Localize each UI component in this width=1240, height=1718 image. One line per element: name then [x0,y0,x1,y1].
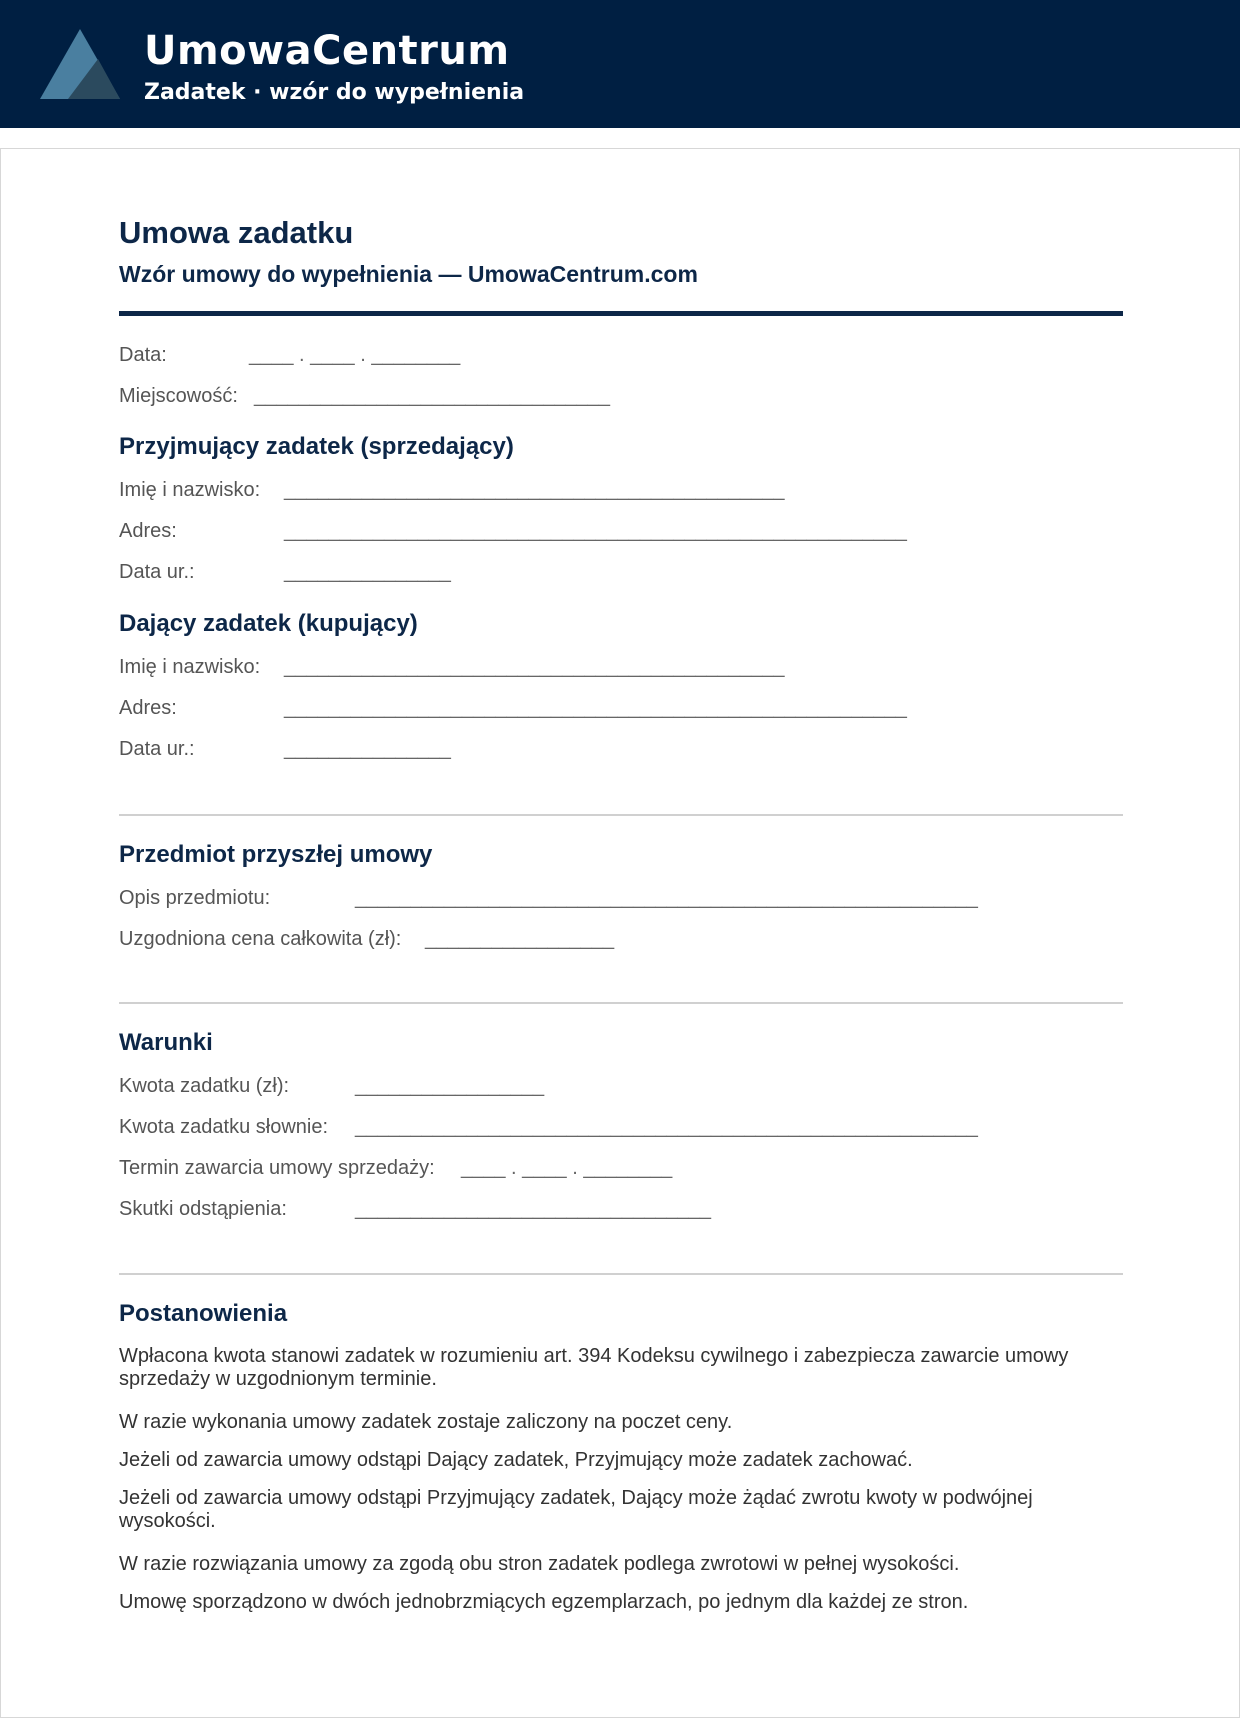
receiver-address-field[interactable]: ________________________________________________________ [284,520,907,542]
deposit-amount-field[interactable]: _________________ [355,1075,545,1097]
price-field[interactable]: _________________ [425,928,615,950]
section-divider [119,814,1123,816]
provisions-section-title: Postanowienia [119,1300,288,1327]
withdrawal-field[interactable]: ________________________________ [355,1198,711,1220]
giver-address-field[interactable]: ________________________________________________________ [284,697,907,719]
receiver-dob-field[interactable]: _______________ [284,561,451,583]
brand-tagline: Zadatek · wzór do wypełnienia [144,80,525,105]
title-divider [119,311,1123,316]
terms-section-title: Warunki [119,1029,213,1056]
provision-clause: W razie rozwiązania umowy za zgodą obu stron zadatek podlega zwrotowi w pełnej wysokości. [119,1553,960,1575]
section-divider [119,1002,1123,1004]
document-subtitle: Wzór umowy do wypełnienia — UmowaCentrum.com [119,261,698,287]
section-divider [119,1273,1123,1275]
subject-section-title: Przedmiot przyszłej umowy [119,841,433,868]
provision-clause: Umowę sporządzono w dwóch jednobrzmiących egzemplarzach, po jednym dla każdej ze stron. [119,1591,969,1613]
deposit-words-field[interactable]: ________________________________________________________ [355,1116,978,1138]
brand-name: UmowaCentrum [144,28,510,74]
deposit-words-label: Kwota zadatku słownie: [119,1116,329,1138]
date-field[interactable]: ____ . ____ . ________ [249,344,461,366]
giver-section-title: Dający zadatek (kupujący) [119,610,418,637]
deadline-field[interactable]: ____ . ____ . ________ [461,1157,673,1179]
header-bar [0,0,1240,128]
receiver-name-field[interactable]: _____________________________________________ [284,479,785,501]
place-label: Miejscowość: [119,385,238,407]
receiver-dob-label: Data ur.: [119,561,195,583]
document-title: Umowa zadatku [119,215,354,250]
place-field[interactable]: ________________________________ [254,385,610,407]
subject-desc-field[interactable]: ________________________________________________________ [355,887,978,909]
document-page [0,148,1240,1718]
deposit-amount-label: Kwota zadatku (zł): [119,1075,290,1097]
subject-desc-label: Opis przedmiotu: [119,887,271,909]
triangle-mountain-logo [40,29,120,99]
giver-name-field[interactable]: _____________________________________________ [284,656,785,678]
provision-clause: Wpłacona kwota stanowi zadatek w rozumieniu art. 394 Kodeksu cywilnego i zabezpiecza zawarcie umowy sprzedaży w uzgodnionym terminie. [119,1345,1069,1390]
giver-dob-field[interactable]: _______________ [284,738,451,760]
provision-clause: Jeżeli od zawarcia umowy odstąpi Dający zadatek, Przyjmujący może zadatek zachować. [119,1449,913,1471]
provision-clause: W razie wykonania umowy zadatek zostaje zaliczony na poczet ceny. [119,1411,733,1433]
deadline-label: Termin zawarcia umowy sprzedaży: [119,1157,435,1179]
receiver-section-title: Przyjmujący zadatek (sprzedający) [119,433,514,460]
giver-dob-label: Data ur.: [119,738,195,760]
withdrawal-label: Skutki odstąpienia: [119,1198,287,1220]
provision-clause: Jeżeli od zawarcia umowy odstąpi Przyjmujący zadatek, Dający może żądać zwrotu kwoty w podwójnej wysokości. [119,1487,1033,1532]
giver-address-label: Adres: [119,697,177,719]
giver-name-label: Imię i nazwisko: [119,656,261,678]
price-label: Uzgodniona cena całkowita (zł): [119,928,402,950]
date-label: Data: [119,344,167,366]
receiver-name-label: Imię i nazwisko: [119,479,261,501]
receiver-address-label: Adres: [119,520,177,542]
